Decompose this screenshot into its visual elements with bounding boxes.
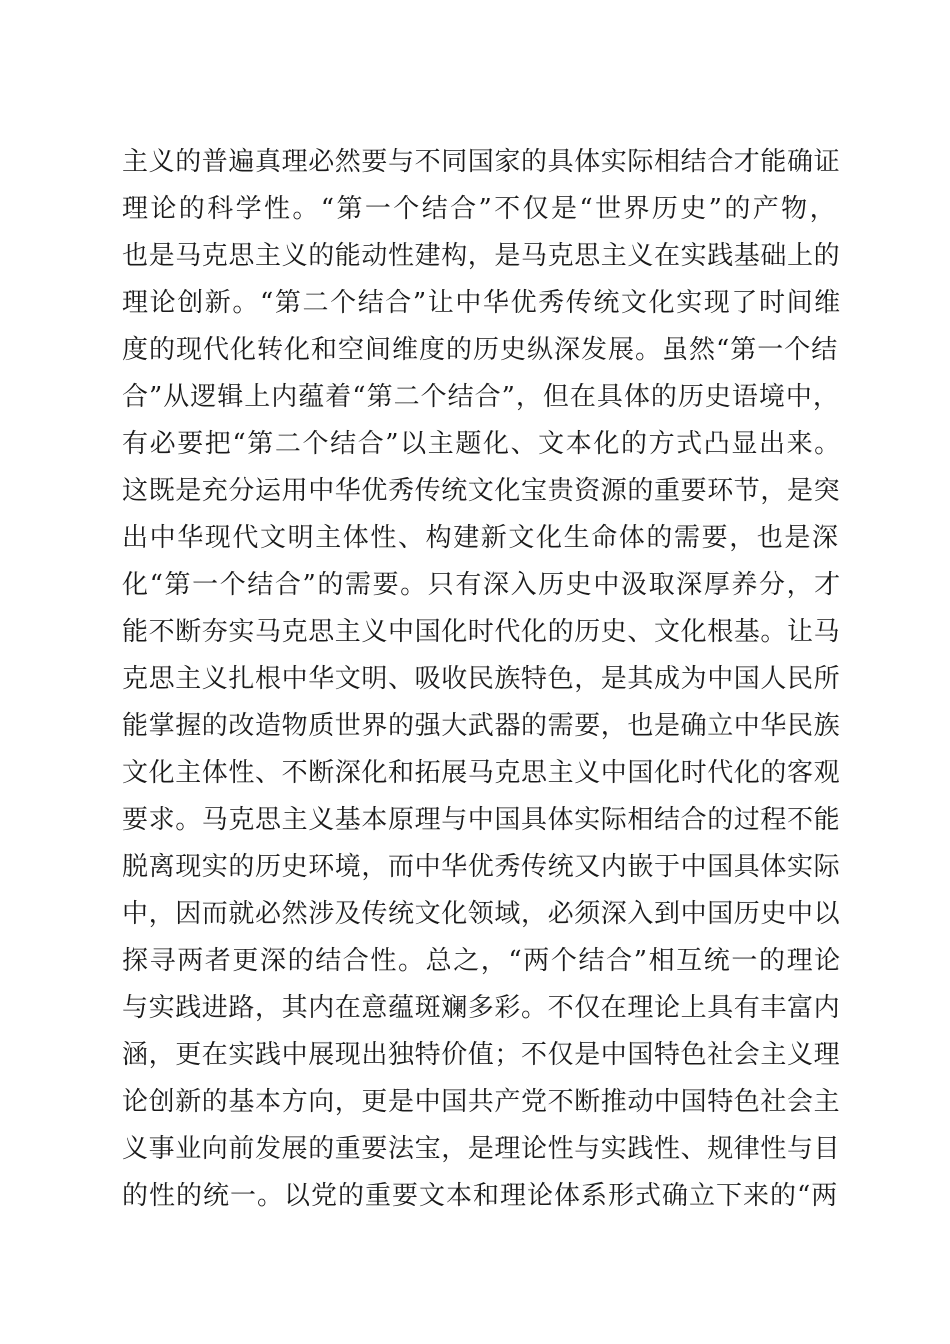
text-line: 文化主体性、不断深化和拓展马克思主义中国化时代化的客观 (122, 758, 841, 788)
text-line: 理论的科学性。“第一个结合”不仅是“世界历史”的产物， (122, 194, 838, 224)
text-line: 主义的普遍真理必然要与不同国家的具体实际相结合才能确证 (122, 147, 841, 177)
text-line: 化“第一个结合”的需要。只有深入历史中汲取深厚养分，才 (122, 570, 842, 600)
text-line: 这既是充分运用中华优秀传统文化宝贵资源的重要环节，是突 (122, 476, 841, 506)
text-line: 能掌握的改造物质世界的强大武器的需要，也是确立中华民族 (122, 711, 841, 741)
text-line: 的性的统一。以党的重要文本和理论体系形式确立下来的“两 (122, 1181, 839, 1211)
text-line: 有必要把“第二个结合”以主题化、文本化的方式凸显出来。 (122, 429, 842, 459)
text-line: 出中华现代文明主体性、构建新文化生命体的需要，也是深 (122, 523, 840, 553)
text-line: 要求。马克思主义基本原理与中国具体实际相结合的过程不能 (122, 805, 841, 835)
text-line: 脱离现实的历史环境，而中华优秀传统又内嵌于中国具体实际 (122, 852, 841, 882)
text-line: 与实践进路，其内在意蕴斑斓多彩。不仅在理论上具有丰富内 (122, 993, 841, 1023)
text-line: 义事业向前发展的重要法宝，是理论性与实践性、规律性与目 (122, 1134, 841, 1164)
text-line: 中，因而就必然涉及传统文化领域，必须深入到中国历史中以 (122, 899, 841, 929)
text-line: 也是马克思主义的能动性建构，是马克思主义在实践基础上的 (122, 241, 841, 271)
text-line: 合”从逻辑上内蕴着“第二个结合”，但在具体的历史语境中， (122, 382, 840, 412)
text-line: 论创新的基本方向，更是中国共产党不断推动中国特色社会主 (122, 1087, 841, 1117)
text-line: 涵，更在实践中展现出独特价值；不仅是中国特色社会主义理 (122, 1040, 841, 1070)
text-line: 度的现代化转化和空间维度的历史纵深发展。虽然“第一个结 (122, 335, 839, 365)
text-line: 克思主义扎根中华文明、吸收民族特色，是其成为中国人民所 (122, 664, 841, 694)
text-line: 理论创新。“第二个结合”让中华优秀传统文化实现了时间维 (122, 288, 842, 318)
body-paragraph (122, 139, 842, 1220)
text-line: 能不断夯实马克思主义中国化时代化的历史、文化根基。让马 (122, 617, 841, 647)
text-line: 探寻两者更深的结合性。总之，“两个结合”相互统一的理论 (122, 946, 842, 976)
